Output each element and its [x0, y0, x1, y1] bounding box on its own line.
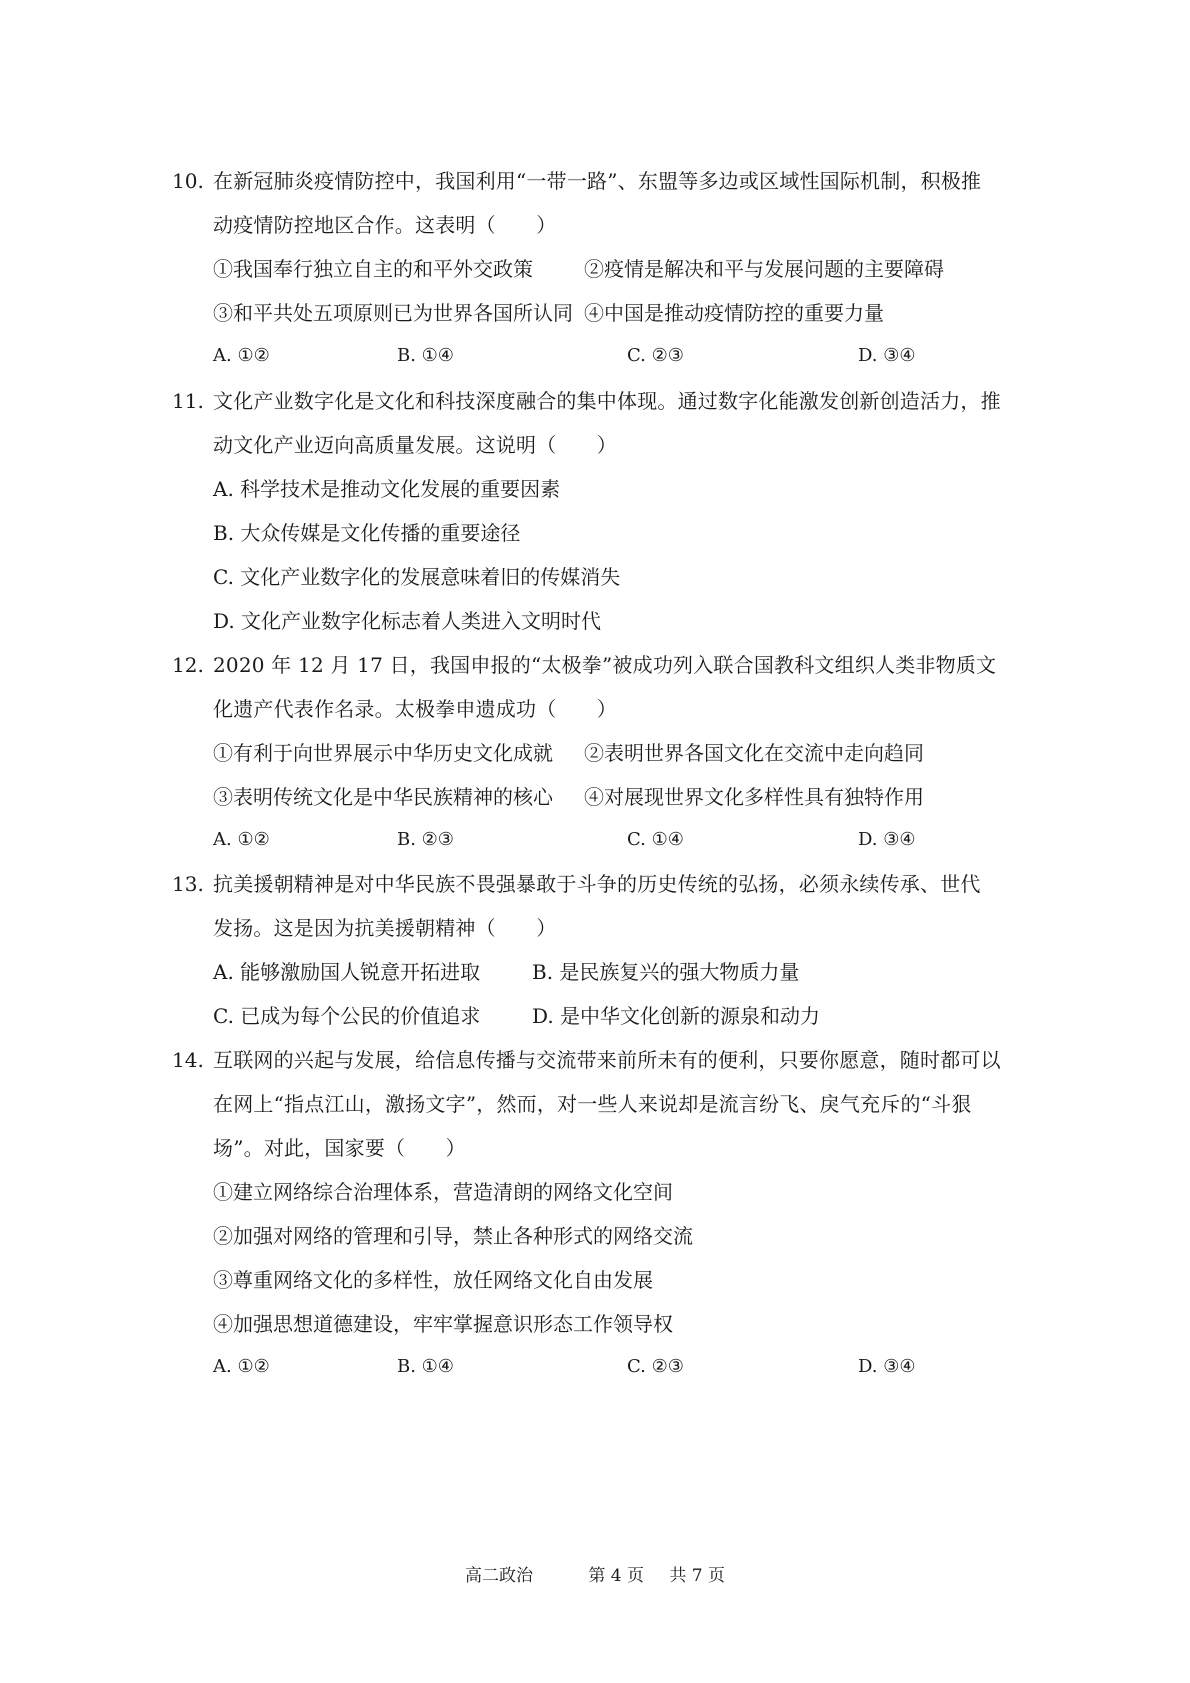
statement: ④中国是推动疫情防控的重要力量 [584, 301, 884, 325]
choice-c: C. ②③ [627, 1356, 684, 1377]
page-footer [0, 1564, 1190, 1588]
statement: ②疫情是解决和平与发展问题的主要障碍 [584, 257, 944, 281]
choice-a: A. ①② [213, 829, 270, 850]
question-number: 10. [172, 169, 204, 193]
choice-b: B. ①④ [397, 1356, 454, 1377]
statement: ③和平共处五项原则已为世界各国所认同 [213, 301, 573, 325]
question-number: 11. [172, 389, 204, 413]
question-stem-line: 发扬。这是因为抗美援朝精神（ ） [213, 916, 557, 940]
option-d: D. 是中华文化创新的源泉和动力 [532, 1004, 821, 1028]
statement: ②加强对网络的管理和引导，禁止各种形式的网络交流 [213, 1224, 693, 1248]
choice-b: B. ②③ [397, 829, 454, 850]
choice-d: D. ③④ [858, 1356, 916, 1377]
choice-c: C. ①④ [627, 829, 684, 850]
question-stem-line: 在网上“指点江山，激扬文字”，然而，对一些人来说却是流言纷飞、戾气充斥的“斗狠 [213, 1092, 972, 1116]
footer-subject: 高二政治 [464, 1566, 533, 1586]
option-c: C. 已成为每个公民的价值追求 [213, 1004, 481, 1028]
option-b: B. 大众传媒是文化传播的重要途径 [213, 521, 521, 545]
statement: ④加强思想道德建设，牢牢掌握意识形态工作领导权 [213, 1312, 673, 1336]
question-stem-line: 场”。对此，国家要（ ） [213, 1136, 466, 1160]
statement: ③尊重网络文化的多样性，放任网络文化自由发展 [213, 1268, 653, 1292]
question-stem-line: 文化产业数字化是文化和科技深度融合的集中体现。通过数字化能激发创新创造活力，推 [213, 389, 1001, 413]
option-c: C. 文化产业数字化的发展意味着旧的传媒消失 [213, 565, 621, 589]
choice-b: B. ①④ [397, 345, 454, 366]
choice-a: A. ①② [213, 1356, 270, 1377]
statement: ③表明传统文化是中华民族精神的核心 [213, 785, 553, 809]
choice-c: C. ②③ [627, 345, 684, 366]
question-number: 12. [172, 653, 204, 677]
option-a: A. 科学技术是推动文化发展的重要因素 [213, 477, 561, 501]
statement: ①有利于向世界展示中华历史文化成就 [213, 741, 553, 765]
choice-d: D. ③④ [858, 345, 916, 366]
statement: ①我国奉行独立自主的和平外交政策 [213, 257, 533, 281]
question-number: 13. [172, 872, 204, 896]
option-a: A. 能够激励国人锐意开拓进取 [213, 960, 481, 984]
statement: ①建立网络综合治理体系，营造清朗的网络文化空间 [213, 1180, 673, 1204]
statement: ④对展现世界文化多样性具有独特作用 [584, 785, 924, 809]
footer-total-pages: 共 7 页 [669, 1566, 726, 1586]
option-b: B. 是民族复兴的强大物质力量 [532, 960, 800, 984]
question-stem-line: 化遗产代表作名录。太极拳申遗成功（ ） [213, 697, 617, 721]
question-stem-line: 2020 年 12 月 17 日，我国申报的“太极拳”被成功列入联合国教科文组织人类非物质文 [213, 653, 997, 677]
question-stem-line: 抗美援朝精神是对中华民族不畏强暴敢于斗争的历史传统的弘扬，必须永续传承、世代 [213, 872, 981, 896]
option-d: D. 文化产业数字化标志着人类进入文明时代 [213, 609, 602, 633]
choice-d: D. ③④ [858, 829, 916, 850]
choice-a: A. ①② [213, 345, 270, 366]
question-stem-line: 动文化产业迈向高质量发展。这说明（ ） [213, 433, 617, 457]
question-number: 14. [172, 1048, 204, 1072]
footer-page-number: 第 4 页 [588, 1566, 644, 1586]
statement: ②表明世界各国文化在交流中走向趋同 [584, 741, 924, 765]
question-stem-line: 在新冠肺炎疫情防控中，我国利用“一带一路”、东盟等多边或区域性国际机制，积极推 [213, 169, 982, 193]
question-stem-line: 动疫情防控地区合作。这表明（ ） [213, 213, 557, 237]
question-stem-line: 互联网的兴起与发展，给信息传播与交流带来前所未有的便利，只要你愿意，随时都可以 [213, 1048, 1001, 1072]
